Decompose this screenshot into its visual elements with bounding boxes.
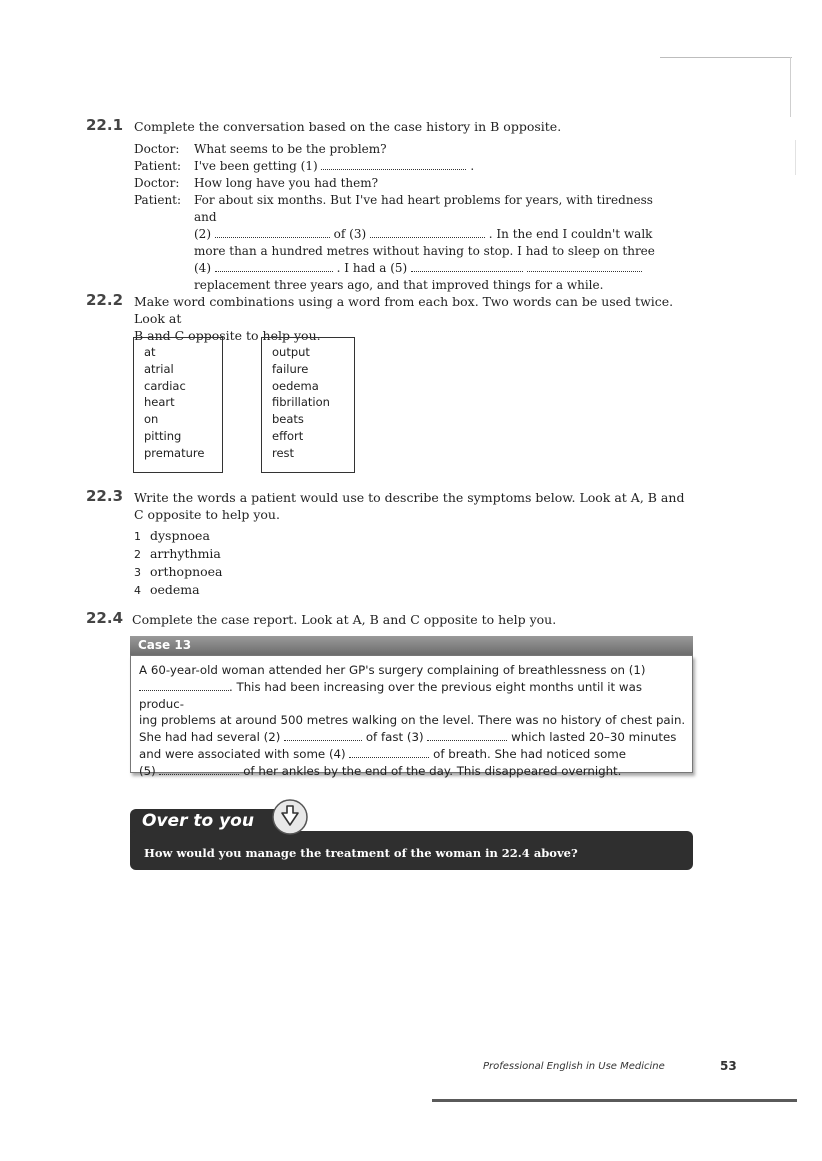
answer-blank-3[interactable] <box>370 226 485 238</box>
case-title: Case 13 <box>138 638 192 652</box>
case-header <box>130 636 693 655</box>
conversation-line <box>134 141 674 158</box>
instruction-line: Write the words a patient would use to describe the symptoms below. Look at A, B and <box>134 490 685 505</box>
line-text: more than a hundred metres without having to stop. I had to sleep on three <box>194 244 655 258</box>
conversation-line <box>134 158 674 175</box>
case-blank-4[interactable] <box>349 746 429 758</box>
answer-blank-5b[interactable] <box>527 260 642 272</box>
answer-blank-5[interactable] <box>411 260 523 272</box>
line-text: . <box>470 159 475 173</box>
line-text: How long have you had them? <box>194 176 379 190</box>
word-item[interactable]: heart <box>144 395 175 410</box>
page-edge <box>795 140 796 175</box>
word-item[interactable]: at <box>144 345 156 359</box>
case-blank-3[interactable] <box>427 729 507 741</box>
word-item[interactable]: cardiac <box>144 378 186 393</box>
list-item: 2 arrhythmia <box>134 546 221 561</box>
instruction-line: C opposite to help you. <box>134 507 280 522</box>
over-to-you-question: How would you manage the treatment of the woman in 22.4 above? <box>144 846 578 860</box>
exercise-number: 22.2 <box>86 291 124 309</box>
word-box-1 <box>133 337 223 473</box>
instruction-line: B and C opposite to help you. <box>134 328 321 343</box>
word-item[interactable]: effort <box>272 428 304 443</box>
line-text: . I had a (5) <box>336 261 408 275</box>
case-body <box>130 655 693 778</box>
exercise-instruction: Complete the case report. Look at A, B and C opposite to help you. <box>132 612 557 627</box>
word-item[interactable]: output <box>272 345 310 359</box>
word-item[interactable]: oedema <box>272 378 319 393</box>
exercise-number: 22.1 <box>86 116 124 134</box>
list-item: 4 oedema <box>134 582 200 597</box>
page-number: 53 <box>720 1059 737 1073</box>
case-text: A 60-year-old woman attended her GP's surgery complaining of breathlessness on (1) . This had been increasing over the previous eight months until it was produc- ing problems at around 500 metres walking on the level. There was no history of chest pain. She had had several (2) of fast (3) which lasted 20–30 minutes and were associated with some (4) of breath. She had noticed some (5) of her ankles by the end of the day. This disappeared overnight. <box>139 663 686 778</box>
footer-rule <box>432 1099 797 1102</box>
conversation <box>134 141 674 294</box>
speaker: Doctor: <box>134 142 180 156</box>
exercise-number: 22.3 <box>86 487 124 505</box>
line-text: (2) <box>194 227 211 241</box>
symptom-list <box>134 527 223 599</box>
word-item[interactable]: rest <box>272 445 295 460</box>
list-item: 3 orthopnoea <box>134 564 223 579</box>
line-text: of (3) <box>333 227 367 241</box>
word-box-2 <box>261 337 355 473</box>
speaker: Patient: <box>134 159 182 173</box>
instruction-line: Make word combinations using a word from each box. Two words can be used twice. Look at <box>134 294 674 326</box>
answer-blank-1[interactable] <box>321 158 466 170</box>
page-edge <box>790 57 791 117</box>
line-text: For about six months. But I've had heart problems for years, with tiredness and <box>194 193 653 224</box>
line-text: replacement three years ago, and that improved things for a while. <box>194 278 604 292</box>
line-text: I've been getting (1) <box>194 159 318 173</box>
page-edge <box>660 57 792 58</box>
word-item[interactable]: beats <box>272 412 304 427</box>
case-blank-5[interactable] <box>159 763 239 775</box>
line-text: . In the end I couldn't walk <box>488 227 653 241</box>
speaker: Doctor: <box>134 176 180 190</box>
case-report <box>130 636 693 778</box>
book-title: Professional English in Use Medicine <box>483 1061 665 1072</box>
pointing-hand-icon <box>270 797 310 837</box>
exercise-instruction: Complete the conversation based on the case history in B opposite. <box>134 119 562 134</box>
case-blank-1[interactable] <box>139 679 229 691</box>
word-item[interactable]: pitting <box>144 428 182 443</box>
word-item[interactable]: premature <box>144 445 205 460</box>
list-item: 1 dyspnoea <box>134 528 210 543</box>
conversation-line <box>134 192 674 294</box>
exercise-instruction <box>134 489 704 523</box>
line-text: (4) <box>194 261 211 275</box>
speaker: Patient: <box>134 193 182 207</box>
word-item[interactable]: fibrillation <box>272 395 330 410</box>
over-to-you-title: Over to you <box>142 811 254 831</box>
case-blank-2[interactable] <box>284 729 362 741</box>
word-item[interactable]: atrial <box>144 361 174 376</box>
conversation-line <box>134 175 674 192</box>
line-text: What seems to be the problem? <box>194 142 387 156</box>
answer-blank-4[interactable] <box>215 260 333 272</box>
answer-blank-2[interactable] <box>215 226 330 238</box>
word-item[interactable]: failure <box>272 361 309 376</box>
exercise-number: 22.4 <box>86 609 124 627</box>
word-item[interactable]: on <box>144 412 159 427</box>
